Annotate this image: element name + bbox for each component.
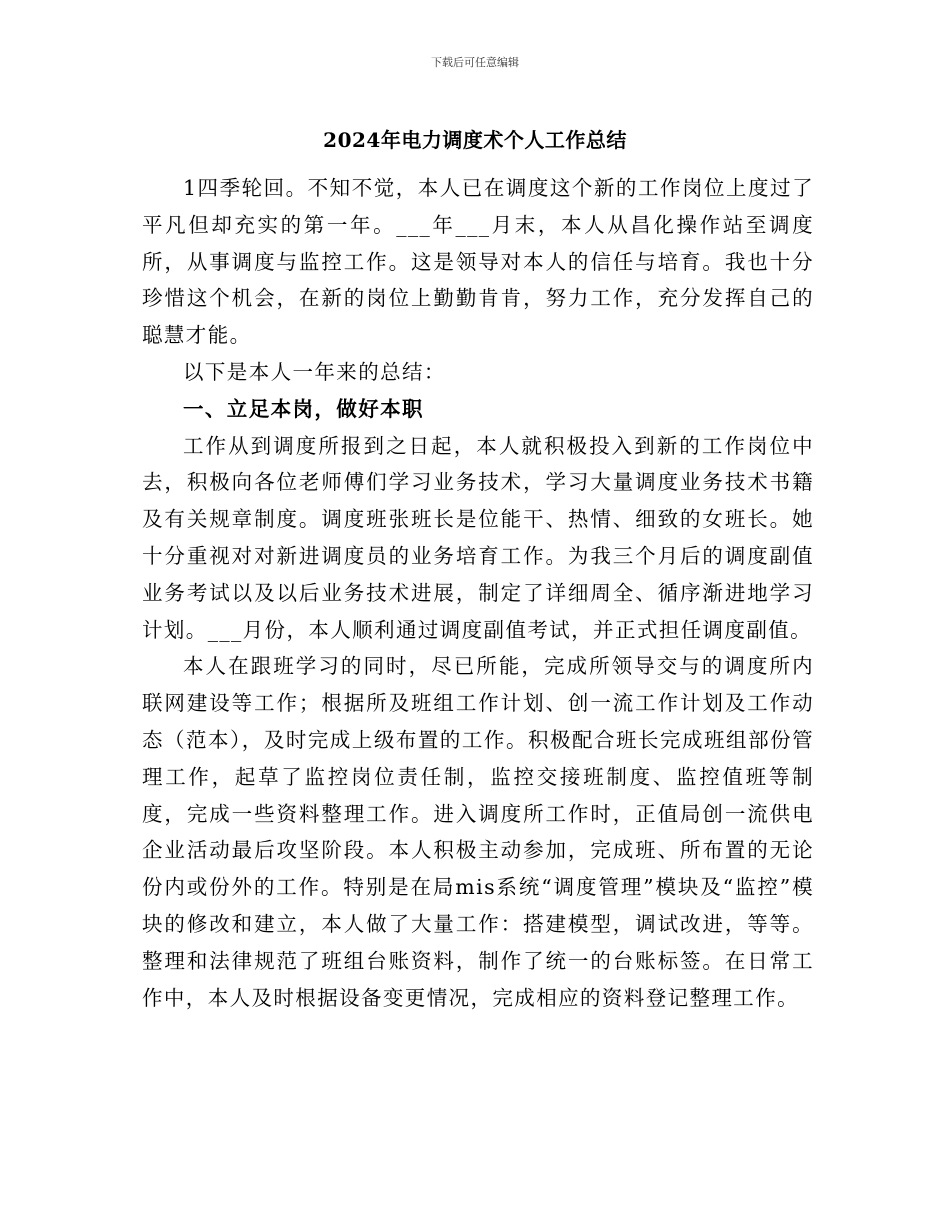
summary-lead-paragraph: 以下是本人一年来的总结： xyxy=(183,359,446,384)
section-heading: 一、立足本岗，做好本职 xyxy=(183,396,424,421)
section-paragraph: 本人在跟班学习的同时，尽已所能，完成所领导交与的调度所内联网建设等工作；根据所及班组工作计划、创一流工作计划及工作动态（范本），及时完成上级布置的工作。积极配合班长完成班组部份管理工作，起草了监控岗位责任制，监控交接班制度、监控值班等制度，完成一些资料整理工作。进入调度所工作时，正值局创一流供电企业活动最后攻坚阶段。本人积极主动参加，完成班、所布置的无论份内或份外的工作。特别是在局mis系统“调度管理”模块及“监控”模块的修改和建立，本人做了大量工作：搭建模型，调试改进，等等。整理和法律规范了班组台账资料，制作了统一的台账标签。在日常工作中，本人及时根据设备变更情况，完成相应的资料登记整理工作。 xyxy=(142,654,814,1010)
intro-paragraph: 1四季轮回。不知不觉，本人已在调度这个新的工作岗位上度过了平凡但却充实的第一年。___年___月末，本人从昌化操作站至调度所，从事调度与监控工作。这是领导对本人的信任与培育。我也十分珍惜这个机会，在新的岗位上勤勤肯肯，努力工作，充分发挥自己的聪慧才能。 xyxy=(142,176,814,348)
document-title: 2024年电力调度术个人工作总结 xyxy=(323,128,627,152)
section-paragraph: 工作从到调度所报到之日起，本人就积极投入到新的工作岗位中去，积极向各位老师傅们学习业务技术，学习大量调度业务技术书籍及有关规章制度。调度班张班长是位能干、热情、细致的女班长。她十分重视对对新进调度员的业务培育工作。为我三个月后的调度副值业务考试以及以后业务技术进展，制定了详细周全、循序渐进地学习计划。___月份，本人顺利通过调度副值考试，并正式担任调度副值。 xyxy=(142,433,814,642)
document-body xyxy=(142,170,814,1016)
header-note: 下载后可任意编辑 xyxy=(431,56,519,69)
